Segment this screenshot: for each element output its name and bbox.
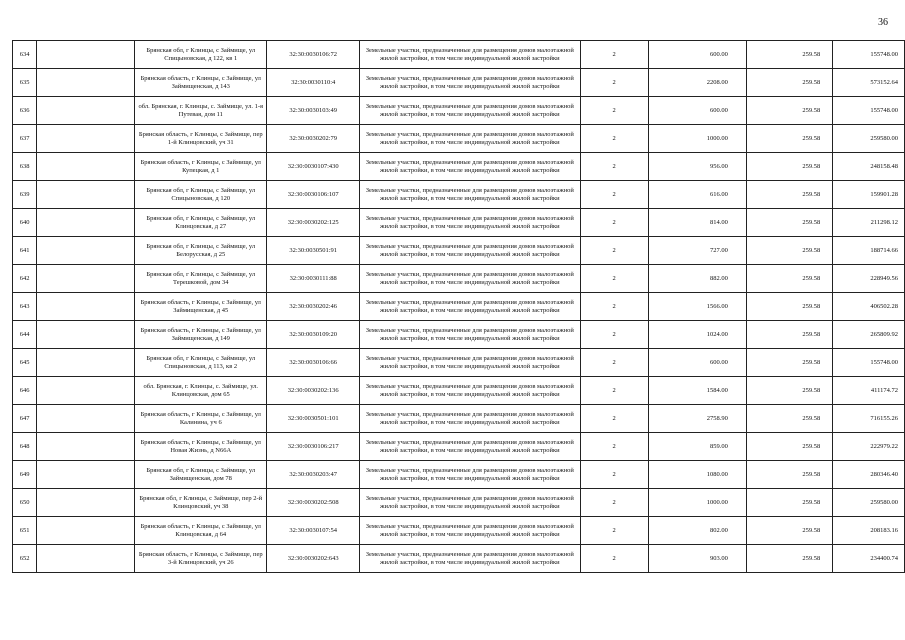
cadastral-number-cell: 32:30:0030106:72 bbox=[267, 41, 360, 69]
table-row bbox=[13, 461, 905, 489]
address-cell: обл. Брянская, г. Клинцы, с. Займище, ул. 1-я Путевая, дом 11 bbox=[135, 97, 267, 125]
table-row bbox=[13, 321, 905, 349]
area-cell: 1566.00 bbox=[648, 293, 746, 321]
land-use-cell: Земельные участки, предназначенные для размещения домов малоэтажной жилой застройки, в том числе индивидуальной жилой застройки bbox=[359, 545, 580, 573]
rate-cell: 259.58 bbox=[746, 181, 832, 209]
address-cell: Брянская обл, г Клинцы, с Займище, пер 2-й Клинцовский, уч 38 bbox=[135, 489, 267, 517]
blank-cell bbox=[37, 405, 135, 433]
group-cell: 2 bbox=[580, 97, 648, 125]
area-cell: 814.00 bbox=[648, 209, 746, 237]
land-use-cell: Земельные участки, предназначенные для размещения домов малоэтажной жилой застройки, в том числе индивидуальной жилой застройки bbox=[359, 433, 580, 461]
blank-cell bbox=[37, 433, 135, 461]
group-cell: 2 bbox=[580, 349, 648, 377]
cadastral-value-cell: 248158.48 bbox=[833, 153, 905, 181]
address-cell: Брянская обл, г Клинцы, с Займище, ул Клинцовская, д 27 bbox=[135, 209, 267, 237]
group-cell: 2 bbox=[580, 405, 648, 433]
land-use-cell: Земельные участки, предназначенные для размещения домов малоэтажной жилой застройки, в том числе индивидуальной жилой застройки bbox=[359, 125, 580, 153]
row-number: 649 bbox=[13, 461, 37, 489]
blank-cell bbox=[37, 69, 135, 97]
table-row bbox=[13, 237, 905, 265]
area-cell: 1000.00 bbox=[648, 125, 746, 153]
page-number: 36 bbox=[878, 17, 888, 28]
rate-cell: 259.58 bbox=[746, 293, 832, 321]
area-cell: 600.00 bbox=[648, 41, 746, 69]
group-cell: 2 bbox=[580, 321, 648, 349]
blank-cell bbox=[37, 461, 135, 489]
address-cell: Брянская обл, г Клинцы, с Займище, ул Спицыновская, д 120 bbox=[135, 181, 267, 209]
address-cell: Брянская область, г Клинцы, с Займище, ул Новая Жизнь, д N66А bbox=[135, 433, 267, 461]
row-number: 642 bbox=[13, 265, 37, 293]
cadastral-number-cell: 32:30:0030202:125 bbox=[267, 209, 360, 237]
group-cell: 2 bbox=[580, 237, 648, 265]
cadastral-value-cell: 222979.22 bbox=[833, 433, 905, 461]
rate-cell: 259.58 bbox=[746, 41, 832, 69]
address-cell: обл. Брянская, г. Клинцы, с. Займище, ул. Клинцовская, дом 65 bbox=[135, 377, 267, 405]
cadastral-value-cell: 188714.66 bbox=[833, 237, 905, 265]
cadastral-number-cell: 32:30:0030501:101 bbox=[267, 405, 360, 433]
blank-cell bbox=[37, 41, 135, 69]
cadastral-number-cell: 32:30:0030109:20 bbox=[267, 321, 360, 349]
table-row bbox=[13, 153, 905, 181]
row-number: 634 bbox=[13, 41, 37, 69]
group-cell: 2 bbox=[580, 125, 648, 153]
table-row bbox=[13, 377, 905, 405]
area-cell: 802.00 bbox=[648, 517, 746, 545]
group-cell: 2 bbox=[580, 293, 648, 321]
land-use-cell: Земельные участки, предназначенные для размещения домов малоэтажной жилой застройки, в том числе индивидуальной жилой застройки bbox=[359, 69, 580, 97]
address-cell: Брянская обл, г Клинцы, с Займище, ул Белорусская, д 25 bbox=[135, 237, 267, 265]
table-row bbox=[13, 517, 905, 545]
land-use-cell: Земельные участки, предназначенные для размещения домов малоэтажной жилой застройки, в том числе индивидуальной жилой застройки bbox=[359, 153, 580, 181]
table-row bbox=[13, 97, 905, 125]
cadastral-value-cell: 265809.92 bbox=[833, 321, 905, 349]
row-number: 641 bbox=[13, 237, 37, 265]
table-row bbox=[13, 433, 905, 461]
cadastral-number-cell: 32:30:0030107:430 bbox=[267, 153, 360, 181]
blank-cell bbox=[37, 321, 135, 349]
address-cell: Брянская область, г Клинцы, с Займище, пер 1-й Клинцовский, уч 31 bbox=[135, 125, 267, 153]
rate-cell: 259.58 bbox=[746, 489, 832, 517]
table-row bbox=[13, 349, 905, 377]
land-use-cell: Земельные участки, предназначенные для размещения домов малоэтажной жилой застройки, в том числе индивидуальной жилой застройки bbox=[359, 209, 580, 237]
cadastral-number-cell: 32:30:0030501:91 bbox=[267, 237, 360, 265]
blank-cell bbox=[37, 377, 135, 405]
address-cell: Брянская область, г Клинцы, с Займище, ул Займищенская, д 45 bbox=[135, 293, 267, 321]
area-cell: 903.00 bbox=[648, 545, 746, 573]
table-row bbox=[13, 181, 905, 209]
blank-cell bbox=[37, 545, 135, 573]
cadastral-value-cell: 155748.00 bbox=[833, 41, 905, 69]
area-cell: 1024.00 bbox=[648, 321, 746, 349]
rate-cell: 259.58 bbox=[746, 461, 832, 489]
cadastral-value-cell: 211298.12 bbox=[833, 209, 905, 237]
table-row bbox=[13, 265, 905, 293]
cadastral-number-cell: 32:30:0030111:88 bbox=[267, 265, 360, 293]
group-cell: 2 bbox=[580, 377, 648, 405]
rate-cell: 259.58 bbox=[746, 349, 832, 377]
row-number: 638 bbox=[13, 153, 37, 181]
land-use-cell: Земельные участки, предназначенные для размещения домов малоэтажной жилой застройки, в том числе индивидуальной жилой застройки bbox=[359, 321, 580, 349]
blank-cell bbox=[37, 153, 135, 181]
land-use-cell: Земельные участки, предназначенные для размещения домов малоэтажной жилой застройки, в том числе индивидуальной жилой застройки bbox=[359, 349, 580, 377]
row-number: 644 bbox=[13, 321, 37, 349]
rate-cell: 259.58 bbox=[746, 377, 832, 405]
cadastral-number-cell: 32:30:0030202:643 bbox=[267, 545, 360, 573]
rate-cell: 259.58 bbox=[746, 209, 832, 237]
cadastral-number-cell: 32:30:0030107:54 bbox=[267, 517, 360, 545]
rate-cell: 259.58 bbox=[746, 433, 832, 461]
cadastral-value-cell: 159901.28 bbox=[833, 181, 905, 209]
row-number: 643 bbox=[13, 293, 37, 321]
row-number: 635 bbox=[13, 69, 37, 97]
address-cell: Брянская область, г Клинцы, с Займище, ул Клинцовская, д 64 bbox=[135, 517, 267, 545]
cadastral-number-cell: 32:30:0030106:217 bbox=[267, 433, 360, 461]
land-use-cell: Земельные участки, предназначенные для размещения домов малоэтажной жилой застройки, в том числе индивидуальной жилой застройки bbox=[359, 461, 580, 489]
rate-cell: 259.58 bbox=[746, 237, 832, 265]
rate-cell: 259.58 bbox=[746, 97, 832, 125]
land-use-cell: Земельные участки, предназначенные для размещения домов малоэтажной жилой застройки, в том числе индивидуальной жилой застройки bbox=[359, 377, 580, 405]
table-row bbox=[13, 209, 905, 237]
group-cell: 2 bbox=[580, 153, 648, 181]
area-cell: 600.00 bbox=[648, 349, 746, 377]
cadastral-value-cell: 573152.64 bbox=[833, 69, 905, 97]
row-number: 651 bbox=[13, 517, 37, 545]
area-cell: 616.00 bbox=[648, 181, 746, 209]
land-use-cell: Земельные участки, предназначенные для размещения домов малоэтажной жилой застройки, в том числе индивидуальной жилой застройки bbox=[359, 405, 580, 433]
group-cell: 2 bbox=[580, 69, 648, 97]
address-cell: Брянская обл, г Клинцы, с Займище, ул Займищенская, дом 78 bbox=[135, 461, 267, 489]
table-row bbox=[13, 545, 905, 573]
land-use-cell: Земельные участки, предназначенные для размещения домов малоэтажной жилой застройки, в том числе индивидуальной жилой застройки bbox=[359, 517, 580, 545]
address-cell: Брянская область, г Клинцы, с Займище, пер 3-й Клинцовский, уч 26 bbox=[135, 545, 267, 573]
land-use-cell: Земельные участки, предназначенные для размещения домов малоэтажной жилой застройки, в том числе индивидуальной жилой застройки bbox=[359, 293, 580, 321]
blank-cell bbox=[37, 349, 135, 377]
blank-cell bbox=[37, 209, 135, 237]
cadastral-number-cell: 32:30:0030202:508 bbox=[267, 489, 360, 517]
group-cell: 2 bbox=[580, 461, 648, 489]
row-number: 639 bbox=[13, 181, 37, 209]
blank-cell bbox=[37, 181, 135, 209]
cadastral-value-cell: 259580.00 bbox=[833, 125, 905, 153]
group-cell: 2 bbox=[580, 181, 648, 209]
area-cell: 1584.00 bbox=[648, 377, 746, 405]
group-cell: 2 bbox=[580, 209, 648, 237]
table-row bbox=[13, 125, 905, 153]
group-cell: 2 bbox=[580, 433, 648, 461]
area-cell: 727.00 bbox=[648, 237, 746, 265]
cadastral-number-cell: 32:30:0030110:4 bbox=[267, 69, 360, 97]
cadastral-value-cell: 280346.40 bbox=[833, 461, 905, 489]
rate-cell: 259.58 bbox=[746, 153, 832, 181]
table-row bbox=[13, 41, 905, 69]
blank-cell bbox=[37, 517, 135, 545]
rate-cell: 259.58 bbox=[746, 265, 832, 293]
group-cell: 2 bbox=[580, 545, 648, 573]
group-cell: 2 bbox=[580, 265, 648, 293]
row-number: 646 bbox=[13, 377, 37, 405]
address-cell: Брянская область, г Клинцы, с Займище, ул Займищенская, д 149 bbox=[135, 321, 267, 349]
address-cell: Брянская обл, г Клинцы, с Займище, ул Спицыновская, д 122, кв 1 bbox=[135, 41, 267, 69]
rate-cell: 259.58 bbox=[746, 545, 832, 573]
cadastral-value-cell: 411174.72 bbox=[833, 377, 905, 405]
rate-cell: 259.58 bbox=[746, 321, 832, 349]
land-use-cell: Земельные участки, предназначенные для размещения домов малоэтажной жилой застройки, в том числе индивидуальной жилой застройки bbox=[359, 265, 580, 293]
table-body bbox=[13, 41, 905, 573]
cadastral-value-cell: 155748.00 bbox=[833, 349, 905, 377]
cadastral-number-cell: 32:30:0030103:49 bbox=[267, 97, 360, 125]
rate-cell: 259.58 bbox=[746, 125, 832, 153]
land-use-cell: Земельные участки, предназначенные для размещения домов малоэтажной жилой застройки, в том числе индивидуальной жилой застройки bbox=[359, 237, 580, 265]
land-use-cell: Земельные участки, предназначенные для размещения домов малоэтажной жилой застройки, в том числе индивидуальной жилой застройки bbox=[359, 489, 580, 517]
area-cell: 882.00 bbox=[648, 265, 746, 293]
blank-cell bbox=[37, 125, 135, 153]
area-cell: 2758.90 bbox=[648, 405, 746, 433]
cadastral-number-cell: 32:30:0030202:136 bbox=[267, 377, 360, 405]
row-number: 637 bbox=[13, 125, 37, 153]
address-cell: Брянская область, г Клинцы, с Займище, ул Займищенская, д 143 bbox=[135, 69, 267, 97]
land-use-cell: Земельные участки, предназначенные для размещения домов малоэтажной жилой застройки, в том числе индивидуальной жилой застройки bbox=[359, 41, 580, 69]
cadastral-value-cell: 406502.28 bbox=[833, 293, 905, 321]
cadastral-value-cell: 208183.16 bbox=[833, 517, 905, 545]
cadastral-number-cell: 32:30:0030202:46 bbox=[267, 293, 360, 321]
land-use-cell: Земельные участки, предназначенные для размещения домов малоэтажной жилой застройки, в том числе индивидуальной жилой застройки bbox=[359, 97, 580, 125]
row-number: 648 bbox=[13, 433, 37, 461]
blank-cell bbox=[37, 237, 135, 265]
row-number: 647 bbox=[13, 405, 37, 433]
area-cell: 2208.00 bbox=[648, 69, 746, 97]
cadastral-value-cell: 234400.74 bbox=[833, 545, 905, 573]
cadastral-number-cell: 32:30:0030203:47 bbox=[267, 461, 360, 489]
row-number: 636 bbox=[13, 97, 37, 125]
group-cell: 2 bbox=[580, 489, 648, 517]
blank-cell bbox=[37, 97, 135, 125]
rate-cell: 259.58 bbox=[746, 405, 832, 433]
table-row bbox=[13, 69, 905, 97]
area-cell: 859.00 bbox=[648, 433, 746, 461]
cadastral-number-cell: 32:30:0030202:79 bbox=[267, 125, 360, 153]
row-number: 652 bbox=[13, 545, 37, 573]
address-cell: Брянская область, г Клинцы, с Займище, ул Купецкая, д 1 bbox=[135, 153, 267, 181]
row-number: 650 bbox=[13, 489, 37, 517]
cadastral-value-cell: 259580.00 bbox=[833, 489, 905, 517]
cadastral-number-cell: 32:30:0030106:107 bbox=[267, 181, 360, 209]
cadastral-value-cell: 716155.26 bbox=[833, 405, 905, 433]
area-cell: 600.00 bbox=[648, 97, 746, 125]
blank-cell bbox=[37, 265, 135, 293]
table-row bbox=[13, 405, 905, 433]
group-cell: 2 bbox=[580, 517, 648, 545]
blank-cell bbox=[37, 293, 135, 321]
blank-cell bbox=[37, 489, 135, 517]
row-number: 640 bbox=[13, 209, 37, 237]
area-cell: 1080.00 bbox=[648, 461, 746, 489]
table-row bbox=[13, 293, 905, 321]
area-cell: 956.00 bbox=[648, 153, 746, 181]
cadastral-value-cell: 228949.56 bbox=[833, 265, 905, 293]
land-use-cell: Земельные участки, предназначенные для размещения домов малоэтажной жилой застройки, в том числе индивидуальной жилой застройки bbox=[359, 181, 580, 209]
address-cell: Брянская область, г Клинцы, с Займище, ул Калинина, уч 6 bbox=[135, 405, 267, 433]
land-register-table bbox=[12, 40, 905, 573]
table-row bbox=[13, 489, 905, 517]
rate-cell: 259.58 bbox=[746, 69, 832, 97]
row-number: 645 bbox=[13, 349, 37, 377]
area-cell: 1000.00 bbox=[648, 489, 746, 517]
rate-cell: 259.58 bbox=[746, 517, 832, 545]
cadastral-number-cell: 32:30:0030106:66 bbox=[267, 349, 360, 377]
address-cell: Брянская обл, г Клинцы, с Займище, ул Терешковой, дом 34 bbox=[135, 265, 267, 293]
address-cell: Брянская обл, г Клинцы, с Займище, ул Спицыновская, д 113, кв 2 bbox=[135, 349, 267, 377]
cadastral-value-cell: 155748.00 bbox=[833, 97, 905, 125]
group-cell: 2 bbox=[580, 41, 648, 69]
